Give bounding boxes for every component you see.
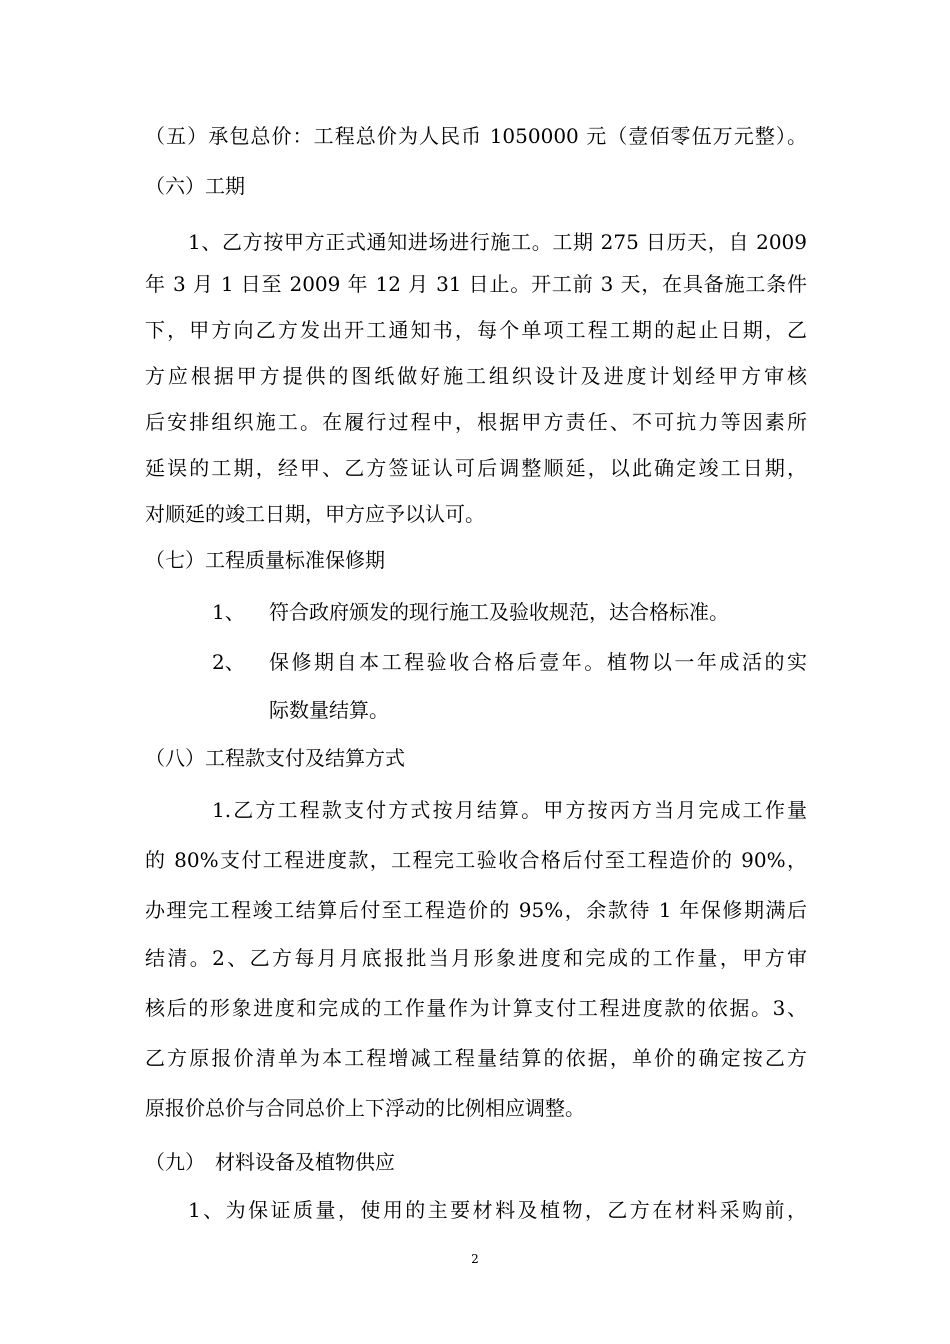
- section-8-line: 1.乙方工程款支付方式按月结算。甲方按丙方当月完成工作量: [212, 798, 807, 822]
- section-6-line: 下，甲方向乙方发出开工通知书，每个单项工程工期的起止日期，乙: [145, 318, 807, 342]
- section-7-item-text: 符合政府颁发的现行施工及验收规范，达合格标准。: [269, 600, 729, 624]
- section-9-line: 1、为保证质量，使用的主要材料及植物，乙方在材料采购前，: [188, 1198, 807, 1222]
- section-8-heading: （八）工程款支付及结算方式: [145, 746, 405, 770]
- section-8-line: 办理完工程竣工结算后付至工程造价的 95%，余款待 1 年保修期满后: [145, 898, 807, 922]
- section-8-line: 核后的形象进度和完成的工作量作为计算支付工程进度款的依据。3、: [145, 996, 807, 1020]
- section-8-line: 结清。2、乙方每月月底报批当月形象进度和完成的工作量，甲方审: [145, 946, 807, 970]
- section-6-line: 后安排组织施工。在履行过程中，根据甲方责任、不可抗力等因素所: [145, 410, 807, 434]
- section-6-line: 对顺延的竣工日期，甲方应予以认可。: [145, 502, 485, 526]
- section-7-item-number: 1、: [212, 600, 245, 624]
- section-8-line: 原报价总价与合同总价上下浮动的比例相应调整。: [145, 1096, 585, 1120]
- section-9-heading: （九） 材料设备及植物供应: [145, 1150, 395, 1174]
- section-7-item-text: 保修期自本工程验收合格后壹年。植物以一年成活的实: [269, 650, 807, 674]
- section-6-line: 年 3 月 1 日至 2009 年 12 月 31 日止。开工前 3 天，在具备施工条件: [145, 272, 807, 296]
- section-6-line: 方应根据甲方提供的图纸做好施工组织设计及进度计划经甲方审核: [145, 364, 807, 388]
- section-7-item-text: 际数量结算。: [269, 698, 389, 722]
- page-number: 2: [471, 1252, 479, 1266]
- section-8-line: 的 80%支付工程进度款，工程完工验收合格后付至工程造价的 90%，: [145, 848, 807, 872]
- section-6-line: 1、乙方按甲方正式通知进场进行施工。工期 275 日历天，自 2009: [188, 230, 807, 254]
- section-5-total-price: （五）承包总价：工程总价为人民币 1050000 元（壹佰零伍万元整）。: [145, 124, 807, 148]
- section-6-line: 延误的工期，经甲、乙方签证认可后调整顺延，以此确定竣工日期，: [145, 456, 807, 480]
- section-8-line: 乙方原报价清单为本工程增减工程量结算的依据，单价的确定按乙方: [145, 1046, 807, 1070]
- section-7-item-number: 2、: [212, 650, 245, 674]
- section-6-heading: （六）工期: [145, 174, 245, 198]
- section-7-heading: （七）工程质量标准保修期: [145, 548, 385, 572]
